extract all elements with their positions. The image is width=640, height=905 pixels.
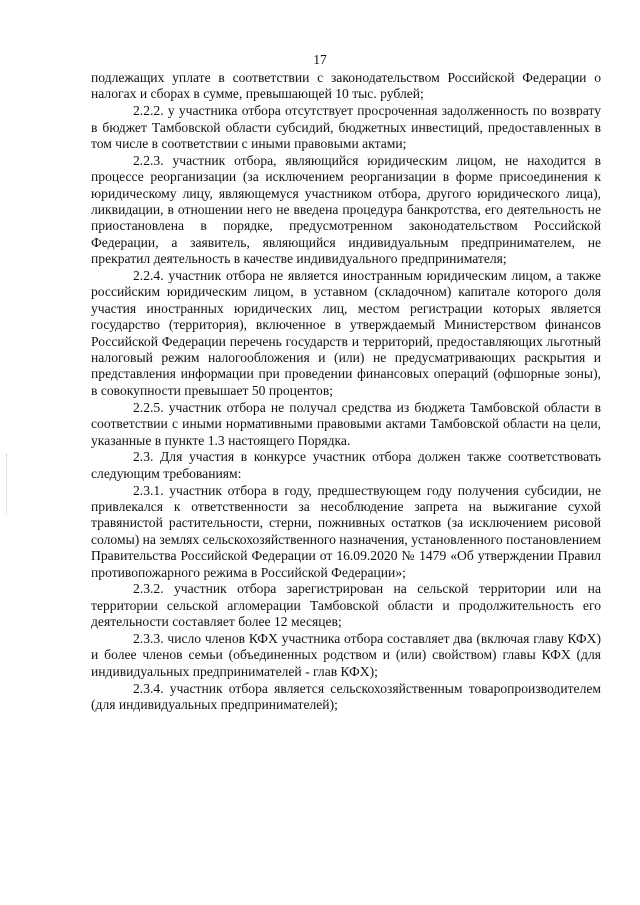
- paragraph-2-3-3: 2.3.3. число членов КФХ участника отбора составляет два (включая главу КФХ) и более членов семьи (объединенных родством и (или) свойством) главы КФХ (для индивидуальных предпринимателей - глав КФХ);: [91, 630, 601, 679]
- margin-scan-mark: [6, 454, 9, 514]
- page-number: 17: [313, 52, 327, 67]
- paragraph-2-3: 2.3. Для участия в конкурсе участник отбора должен также соответствовать следующим требованиям:: [91, 449, 601, 481]
- paragraph-2-3-1: 2.3.1. участник отбора в году, предшествующем году получения субсидии, не привлекался к ответственности за несоблюдение запрета на выжигание сухой травянистой растительности, стерни, пожнивных остатков (за исключением рисовой соломы) на землях сельскохозяйственного назначения, установленного постановлением Правительства Российской Федерации от 16.09.2020 № 1479 «Об утверждении Правил противопожарного режима в Российской Федерации»;: [91, 482, 601, 580]
- paragraph-2-2-2: 2.2.2. у участника отбора отсутствует просроченная задолженность по возврату в бюджет Тамбовской области субсидий, бюджетных инвестиций, предоставленных в том числе в соответствии с иными правовыми актами;: [91, 103, 601, 152]
- paragraph-2-3-2: 2.3.2. участник отбора зарегистрирован на сельской территории или на территории сельской агломерации Тамбовской области и продолжительность его деятельности составляет более 12 месяцев;: [91, 581, 601, 630]
- paragraph-2-3-4: 2.3.4. участник отбора является сельскохозяйственным товаропроизводителем (для индивидуальных предпринимателей);: [91, 680, 601, 712]
- document-body: [91, 70, 601, 713]
- paragraph-2-2-3: 2.2.3. участник отбора, являющийся юридическим лицом, не находится в процессе реорганизации (за исключением реорганизации в форме присоединения к юридическому лицу, являющемуся участником отбора, другого юридического лица), ликвидации, в отношении него не введена процедура банкротства, его деятельность не приостановлена в порядке, предусмотренном законодательством Российской Федерации, а заявитель, являющийся индивидуальным предпринимателем, не прекратил деятельность в качестве индивидуального предпринимателя;: [91, 152, 601, 267]
- paragraph-continuation: подлежащих уплате в соответствии с законодательством Российской Федерации о налогах и сборах в сумме, превышающей 10 тыс. рублей;: [91, 70, 601, 102]
- paragraph-2-2-5: 2.2.5. участник отбора не получал средства из бюджета Тамбовской области в соответствии с иными нормативными правовыми актами Тамбовской области на цели, указанные в пункте 1.3 настоящего Порядка.: [91, 399, 601, 448]
- paragraph-2-2-4: 2.2.4. участник отбора не является иностранным юридическим лицом, а также российским юридическим лицом, в уставном (складочном) капитале которого доля участия иностранных юридических лиц, местом регистрации которых является государство (территория), включенное в утверждаемый Министерством финансов Российской Федерации перечень государств и территорий, предоставляющих льготный налоговый режим налогообложения и (или) не предусматривающих раскрытия и представления информации при проведении финансовых операций (офшорные зоны), в совокупности превышает 50 процентов;: [91, 268, 601, 398]
